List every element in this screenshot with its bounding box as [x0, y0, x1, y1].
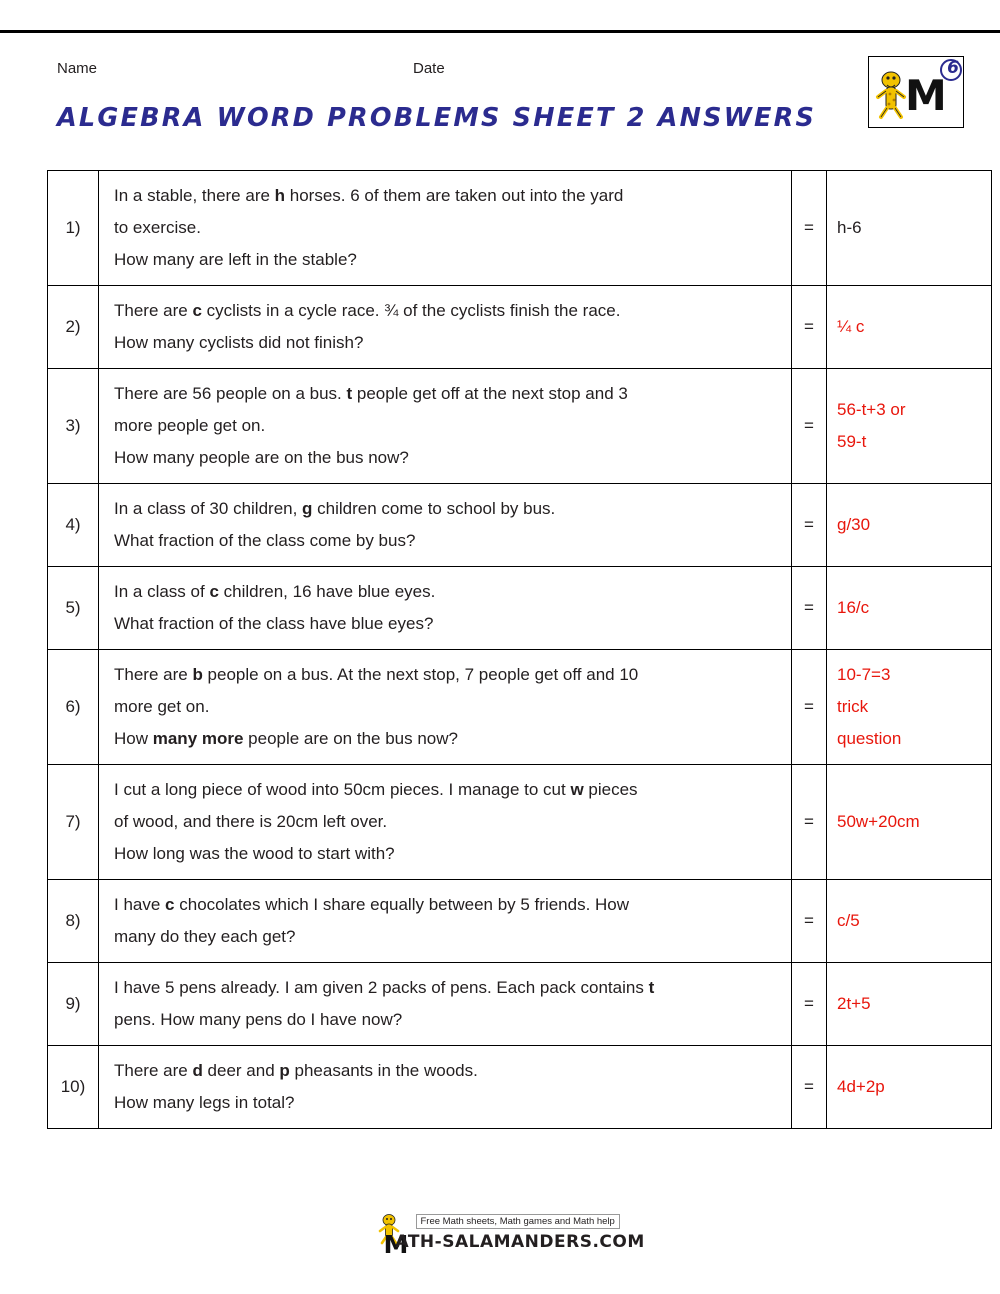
question-number: 2) — [48, 286, 99, 369]
answer-line: question — [837, 729, 902, 748]
answer-cell — [827, 765, 992, 880]
question-line — [114, 691, 779, 723]
text-run: pieces — [583, 780, 638, 799]
answer-line: ¼ c — [837, 317, 865, 336]
text-run: What fraction of the class come by bus? — [114, 531, 416, 550]
question-number: 4) — [48, 484, 99, 567]
question-line — [114, 806, 779, 838]
question-text — [99, 369, 792, 484]
name-label: Name — [57, 60, 98, 77]
question-line — [114, 180, 779, 212]
answer-line: 10-7=3 — [837, 665, 891, 684]
question-number: 9) — [48, 963, 99, 1046]
text-run: more people get on. — [114, 416, 266, 435]
table-row — [48, 880, 992, 963]
footer-monogram: M — [383, 1230, 405, 1259]
text-run: How many are left in the stable? — [114, 250, 357, 269]
questions-table-body — [48, 171, 992, 1129]
variable-term: c — [209, 582, 219, 601]
question-number: 5) — [48, 567, 99, 650]
question-line — [114, 723, 779, 755]
question-line — [114, 838, 779, 870]
question-text — [99, 650, 792, 765]
question-text — [99, 171, 792, 286]
text-run: How many cyclists did not finish? — [114, 333, 364, 352]
logo-box — [868, 56, 964, 128]
table-row — [48, 484, 992, 567]
question-line — [114, 889, 779, 921]
question-line — [114, 576, 779, 608]
question-line — [114, 921, 779, 953]
question-number: 10) — [48, 1046, 99, 1129]
question-text — [99, 765, 792, 880]
variable-term: g — [302, 499, 313, 518]
equals-sign: = — [792, 880, 827, 963]
answer-line: 59-t — [837, 432, 867, 451]
text-run: What fraction of the class have blue eyes? — [114, 614, 434, 633]
text-run: How many legs in total? — [114, 1093, 295, 1112]
answer-line: 50w+20cm — [837, 812, 920, 831]
answer-cell — [827, 880, 992, 963]
equals-sign: = — [792, 369, 827, 484]
question-line — [114, 378, 779, 410]
answer-cell — [827, 484, 992, 567]
text-run: people on a bus. At the next stop, 7 people get off and 10 — [202, 665, 639, 684]
answer-line: 56-t+3 or — [837, 400, 906, 419]
variable-term: t — [648, 978, 655, 997]
equals-sign: = — [792, 963, 827, 1046]
answer-cell — [827, 567, 992, 650]
answer-line: 4d+2p — [837, 1077, 885, 1096]
text-run: There are — [114, 665, 193, 684]
question-text — [99, 1046, 792, 1129]
text-run: many do they each get? — [114, 927, 296, 946]
text-run: of wood, and there is 20cm left over. — [114, 812, 388, 831]
text-run: How many people are on the bus now? — [114, 448, 409, 467]
question-line — [114, 608, 779, 640]
question-line — [114, 493, 779, 525]
variable-term: c — [192, 301, 202, 320]
footer-tagline: Free Math sheets, Math games and Math help — [416, 1214, 620, 1229]
answer-line: h-6 — [837, 218, 862, 237]
salamander-logo-icon — [874, 67, 908, 123]
variable-term: t — [346, 384, 353, 403]
question-line — [114, 659, 779, 691]
variable-term: d — [192, 1061, 203, 1080]
question-line — [114, 525, 779, 557]
answer-line: 2t+5 — [837, 994, 871, 1013]
question-text — [99, 567, 792, 650]
table-row — [48, 963, 992, 1046]
table-row — [48, 567, 992, 650]
variable-term: many more — [152, 729, 244, 748]
question-line — [114, 774, 779, 806]
text-run: I have 5 pens already. I am given 2 packs of pens. Each pack contains — [114, 978, 649, 997]
answer-line: c/5 — [837, 911, 860, 930]
equals-sign: = — [792, 650, 827, 765]
table-row — [48, 171, 992, 286]
footer-logo-block — [378, 1212, 645, 1260]
table-row — [48, 765, 992, 880]
variable-term: w — [570, 780, 584, 799]
equals-sign: = — [792, 484, 827, 567]
text-run: children, 16 have blue eyes. — [218, 582, 436, 601]
answer-cell — [827, 963, 992, 1046]
question-number: 6) — [48, 650, 99, 765]
table-row — [48, 1046, 992, 1129]
text-run: to exercise. — [114, 218, 201, 237]
text-run: children come to school by bus. — [312, 499, 556, 518]
question-line — [114, 1087, 779, 1119]
question-line — [114, 212, 779, 244]
variable-term: b — [192, 665, 203, 684]
equals-sign: = — [792, 567, 827, 650]
text-run: There are — [114, 301, 193, 320]
text-run: In a class of — [114, 582, 210, 601]
variable-term: p — [279, 1061, 290, 1080]
answer-line: 16/c — [837, 598, 870, 617]
top-rule — [0, 30, 1000, 33]
question-number: 7) — [48, 765, 99, 880]
question-line — [114, 1004, 779, 1036]
answer-cell — [827, 1046, 992, 1129]
text-run: chocolates which I share equally between by 5 friends. How — [174, 895, 630, 914]
text-run: I cut a long piece of wood into 50cm pieces. I manage to cut — [114, 780, 571, 799]
text-run: How long was the wood to start with? — [114, 844, 395, 863]
footer — [0, 1212, 1000, 1265]
question-number: 1) — [48, 171, 99, 286]
question-text — [99, 963, 792, 1046]
equals-sign: = — [792, 171, 827, 286]
text-run: horses. 6 of them are taken out into the yard — [285, 186, 624, 205]
variable-term: c — [165, 895, 175, 914]
question-line — [114, 410, 779, 442]
answer-cell — [827, 650, 992, 765]
date-label: Date — [413, 60, 445, 77]
table-row — [48, 286, 992, 369]
text-run: There are — [114, 1061, 193, 1080]
variable-term: h — [274, 186, 286, 205]
logo-monogram: M — [905, 71, 941, 120]
question-text — [99, 484, 792, 567]
grade-badge: 6 — [947, 58, 959, 78]
answer-cell — [827, 369, 992, 484]
question-text — [99, 880, 792, 963]
text-run: In a class of 30 children, — [114, 499, 303, 518]
text-run: pens. How many pens do I have now? — [114, 1010, 403, 1029]
answer-cell — [827, 171, 992, 286]
question-number: 3) — [48, 369, 99, 484]
question-line — [114, 327, 779, 359]
footer-site-url: ATH-SALAMANDERS.COM — [395, 1232, 645, 1252]
text-run: people are on the bus now? — [243, 729, 458, 748]
answer-line: g/30 — [837, 515, 871, 534]
question-number: 8) — [48, 880, 99, 963]
text-run: people get off at the next stop and 3 — [352, 384, 628, 403]
question-line — [114, 295, 779, 327]
text-run: more get on. — [114, 697, 210, 716]
question-line — [114, 442, 779, 474]
text-run: I have — [114, 895, 166, 914]
question-line — [114, 244, 779, 276]
table-row — [48, 369, 992, 484]
answer-cell — [827, 286, 992, 369]
equals-sign: = — [792, 765, 827, 880]
answer-line: trick — [837, 697, 869, 716]
table-row — [48, 650, 992, 765]
equals-sign: = — [792, 286, 827, 369]
question-line — [114, 972, 779, 1004]
text-run: There are 56 people on a bus. — [114, 384, 347, 403]
page-title: ALGEBRA WORD PROBLEMS SHEET 2 ANSWERS — [57, 103, 817, 133]
text-run: In a stable, there are — [114, 186, 275, 205]
text-run: How — [114, 729, 153, 748]
questions-table — [47, 170, 992, 1129]
question-line — [114, 1055, 779, 1087]
question-text — [99, 286, 792, 369]
text-run: cyclists in a cycle race. ¾ of the cyclists finish the race. — [201, 301, 621, 320]
equals-sign: = — [792, 1046, 827, 1129]
text-run: deer and — [202, 1061, 280, 1080]
text-run: pheasants in the woods. — [289, 1061, 478, 1080]
